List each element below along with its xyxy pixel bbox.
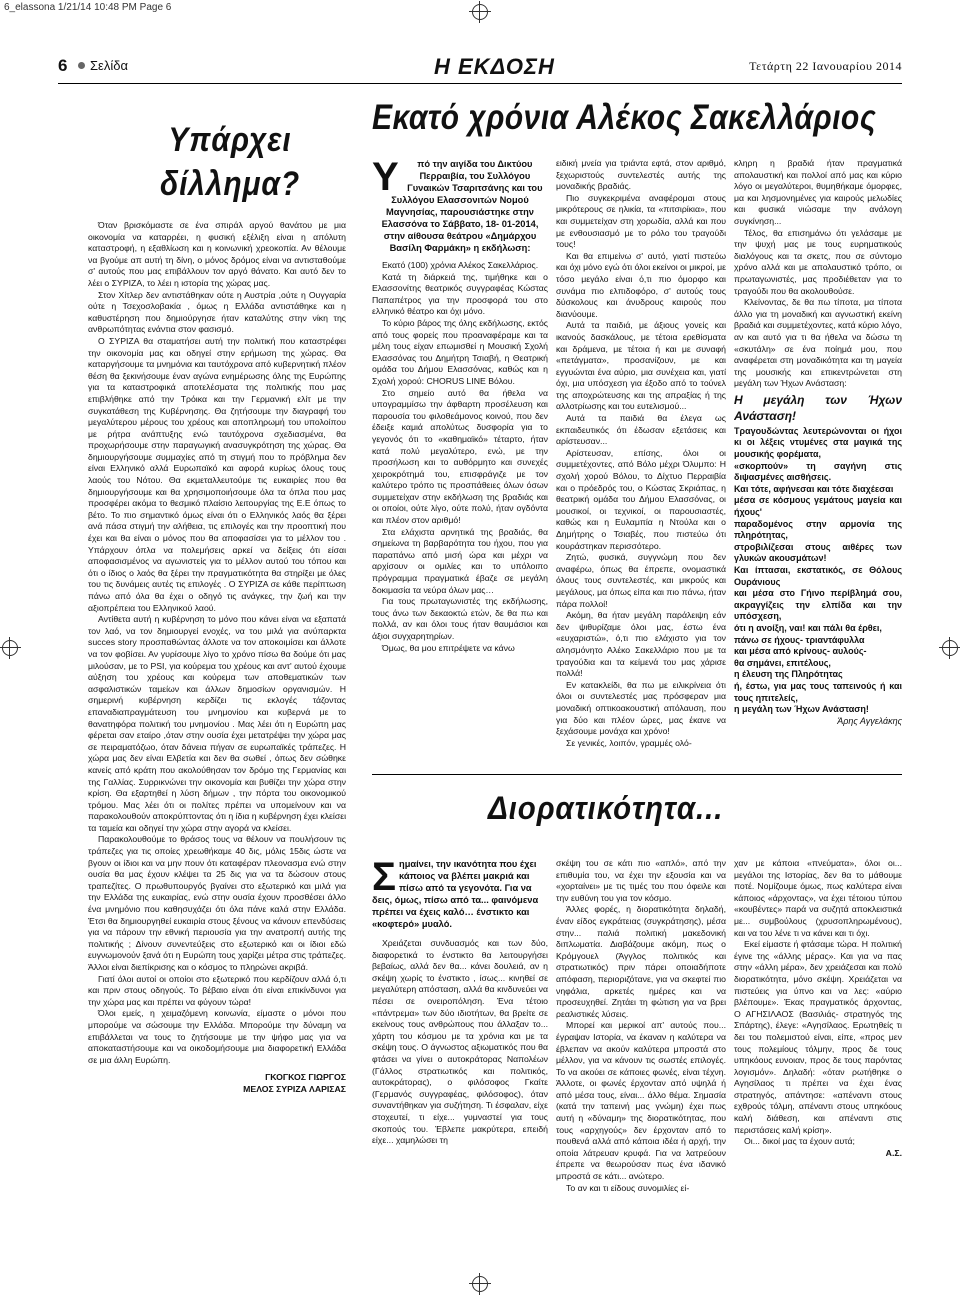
paragraph: Χρειάζεται συνδυασμός και των δύο, διαφορετικά το ένστικτο θα λειτουργήσει βεβαίως, αλλά δεν θα... κάνει δουλειά, αν η σκέψη χωρίς το ένστικτο , ίσως... κινηθεί σε μεγαλύτερη απόσταση, αλλά θα κινδυνεύει να πέσει σε ονειροπόληση. Ένα τέτοιο «πάντρεμα» των δύο ιδιοτήτων, θα βρείτε σε εκείνους τους ανθρώπους που άλλαξαν το... χάρτη του κόσμου με τα χρόνια και με τα σκέψη τους. Ο άγνωστος αξιωματικός που θα φτάσει να γίνει ο αυτοκράτορας Ναπολέων (Γάλλος στρατιωτικός και πολιτικός, αυτοκράτορας), ο φιλόσοφος Γκαίτε (Γερμανός συγγραφέας, φιλόσοφος), όταν συναντήθηκαν για συζήτηση. Τι έσφαλαν, είχε στοχευτεί, τι είχε... γυμναστεί για τους σκοπούς του. Έβλεπε μακρύτερα, επειδή είχε... χαμηλώσει τη [372, 938, 548, 1146]
signature-name: ΓΚΟΓΚΟΣ ΓΙΩΡΓΟΣ [265, 1072, 346, 1083]
poem [734, 426, 902, 716]
paragraph: Ακόμη, θα ήταν μεγάλη παράλειψη εάν δεν ψιθυρίζαμε όλοι μας, έστω ένα «ευχαριστώ», ό,τι πιο ελάχιστο για τον αλησμόνητο Αλέκο Σακελλάριο που με τα τραγούδια και τα κείμενά του μας χάρισε πολλά! [556, 610, 726, 679]
print-slug: 6_elassona 1/21/14 10:48 PM Page 6 [4, 2, 172, 13]
registration-mark-left [2, 640, 18, 656]
poem-title: Η μεγάλη των Ήχων Ανάσταση! [734, 392, 902, 423]
signature: Α.Σ. [885, 1147, 902, 1158]
poem-line: Και ίπτασαι, εκστατικός, σε Θόλους Ουράνιους [734, 565, 902, 587]
second-col-3 [734, 858, 902, 1242]
paragraph: Άλλες φορές, η διορατικότητα δηλαδή, έναν είδος εγκράτειας (συγκράτησης), μέσα στην... παλιά πολιτική μακεδονική διπλωματία. Διαβάζουμε ακόμη, πως ο Κρόμγουελ (Άγγλος πολιτικός και στρατιωτικός) πριν πάρει οποιαδήποτε απόφαση, περιοριζότανε, για να σκεφτεί πιο νηφάλια, αρκετές ημέρες και να προσευχηθεί. Ζητάει τη φώτιση για να βρει ρεαλιστικές λύσεις. [556, 904, 726, 1019]
paragraph: Πιο συγκεκριμένα αναφέρομαι στους μικρότερους σε ηλικία, τα «πιτσιρίκια», που και συμμετείχαν στη χορωδία, αλλά και που με ενθουσιασμό με το ρόλο του τραγούδι τους! [556, 192, 726, 250]
poem-line: η έλευση της Πληρότητας [734, 669, 843, 680]
main-col-3 [734, 158, 902, 770]
paragraph: Στον Χίτλερ δεν αντιστάθηκαν ούτε η Αυστρία ,ούτε η Ουγγαρία ούτε η Τσεχοσλοβακία , όμως η Ελλάδα αντιστάθηκε και η καθυστέρηση που δημιούργησε ήταν καταλύτης στην νίκη της ανθρωπότητας ενάντια στον φασισμό. [88, 289, 346, 335]
paragraph: Αυτά τα παιδιά θα έλεγα ως εκπαιδευτικός ότι έδωσαν εξετάσεις και αρίστευσαν... [556, 413, 726, 447]
main-article-title: Εκατό χρόνια Αλέκος Σακελλάριος [372, 98, 877, 137]
paragraph: Ο ΣΥΡΙΖΑ θα σταματήσει αυτή την πολιτική που καταστρέφει την οικονομία μας και οδηγεί στην ερήμωση της χώρας. Θα καταργήσουμε τα μνημόνια και ταυτόχρονα από κυβερνητική πλέον θέση θα ξεκινήσουμε έναν αγώνα ενημέρωσης όλης της Ευρώπης για τα καταστροφικά αποτελέσματα της πολιτικής που μας επιβλήθηκε από την Τρόικα και την Γερμανική ελίτ με την συγκατάθεση της Κυβέρνησης. Θα ζητήσουμε την διαγραφή του μεγαλύτερου μέρους του χρέους και αποπληρωμή του υπολοίπου με ρήτρα ανάπτυξης ενώ ταυτόχρονα σχεδιασμένα, θα προχωρήσουμε στην παραγωγική ανασυγκρότηση της χώρας. Θα δημιουργήσουμε συμμαχίες από τη στιγμή που το πρόβλημα δεν είναι Ελληνικό αλλά Ευρωπαϊκό και αφορά κυρίως όλους τους λαούς του Νότου. Θα εκμεταλλευτούμε τις ευκαιρίες που θα δημιουργήσουμε και θα χρησιμοποιήσουμε όλα τα όπλα που μας προσφέρει ακόμα το θεσμικό πλαίσιο λειτουργίας της Ε.Ε όπως το βέτο. Το πιο σημαντικό όμως είναι ότι ο Ελληνικός λαός θα ξέρει ανά πάσα στιγμή την αλήθεια, τις επιλογές και την προοπτική που έχει και θα είναι ο μόνος που θα αποφασίσει για το μέλλον του . Υπάρχουν όπλα να πολεμήσεις αρκεί να δείξεις ότι είσαι αποφασισμένος να αγωνιστείς για το μέλλον αυτού του τόπου και ότι ο ίδιος ο λαός θα ξέρει την πραγματικότητα θα στηρίξει με όλες του τις δυνάμεις αυτές τις επιλογές . Ο ΣΥΡΙΖΑ σε κάθε περίπτωση πάνω από όλα θα έχει ο οδηγό τις ανάγκες, την ζωή και την αξιοπρέπεια του Ελληνικού λαού. [88, 335, 346, 613]
paragraph: κληρη η βραδιά ήταν πραγματικά απολαυστική και πολλοί από μας και κύριο λόγο οι μεγαλύτεροι, θυμηθήκαμε όμορφες, μα και λησμονημένες για καιρούς μελωδίες και φυσικά νιώσαμε την ανάλογη συγκίνηση... [734, 158, 902, 226]
bullet-icon [78, 62, 85, 69]
main-col-1 [372, 158, 548, 770]
paragraph: Ζητώ, φυσικά, συγγνώμη που δεν αναφέρω, όπως θα έπρεπε, ονομαστικά όλους τους συντελεστές, και μικρούς και μεγάλους, μα όπως είπα και πιο πάνω, ήταν πάρα πολλοί! [556, 552, 726, 609]
paragraph: Οι... δικοί μας τα έχουν αυτά; [744, 1136, 855, 1147]
paragraph: ειδική μνεία για τριάντα εφτά, στον αριθμό, ξεχωριστούς συντελεστές αυτής της μοναδικής βραδιάς. [556, 158, 726, 192]
paragraph: χαν με κάποια «πνεύματα», όλοι οι... μεγάλοι της Ιστορίας, δεν θα το μάθουμε ποτέ. Νομίζουμε όμως, πως καλύτερα είναι κάποιος «άρχοντας», να έχει τέτοιου τύπου «κουβέντες» παρά να συζητά αποκλειστικά με... συμβούλους (χρυσοπληρωμένους), και να του λένε τι να κάνει και τι όχι. [734, 858, 902, 938]
page-word: Σελίδα [90, 58, 128, 73]
poem-line: παραδομένος στην αρμονία της πληρότητας, [734, 518, 902, 541]
second-article-title: Διορατικότητα... [488, 790, 724, 826]
poem-line: ή, έστω, για μας τους ταπεινούς ή και τους ηπιτελείς, [734, 680, 902, 703]
lede-text: πό την αιγίδα του Δικτύου Περραιβία, του Συλλόγου Γυναικών Τσαριτσάνης και του Συλλόγου Ελασσονιτών Νομού Μαγνησίας, παρουσιάστηκε στην Ελασσόνα το Σάββατο, 18- 01-2014, στην αίθουσα θεάτρου «Δημάρχου Βασίλη Φαρμάκη» η εκδήλωση: [381, 159, 543, 253]
registration-mark-top [472, 4, 488, 20]
poem-author: Άρης Αγγελάκης [837, 715, 902, 726]
paragraph: σκέψη του σε κάτι πιο «απλό», από την επιθυμία του, να έχει την εξουσία και να «χορταίνει» με τις τιμές του που όφειλε και την ευθύνη του για τον κόσμο. [556, 858, 726, 903]
paragraph: Εκεί είμαστε ή φτάσαμε τώρα. Η πολιτική έγινε της «άλλης μέρας». Και για να πας στην «άλλη μέρα», δεν χρειάζεσαι και πολύ διορατικότητα, μόνο σκέψη. Χρειάζεται να πιστεύεις για ύπνο και να λες: «αύριο βλέπουμε». Έκας πραγματικός άρχοντας, Ο ΑΓΗΣΙΛΑΟΣ (Βασιλιάς- στρατηγός της Σπάρτης), έλεγε: «Αγησίλαος. Ερωτηθείς τι δει του πολεμιστού είναι, είπε, «προς μεν τους πολεμίους τόλμην, προς δε τους υπηκόους ευνοιαν, προς δε τους παρόντας λογισμόν». Δηλαδή: «όταν ρωτήθηκε ο Αγησίλαος τι πρέπει να έχει ένας στρατηγός, απάντησε: «απέναντι στους εχθρούς τόλμη, απέναντι στους υπηκόους καλή διάθεση, και απέναντι στις περιστάσεις καλή κρίση». [734, 939, 902, 1135]
poem-line: η μεγάλη των Ήχων Ανάσταση! [734, 704, 869, 715]
paragraph: Αυτά τα παιδιά, με άξιους γονείς και ικανούς δασκάλους, με τέτοια ερεθίσματα και δράμενα, με τέτοια ή και με συναφή «πετάγματα», προσανίζουν, με και εγγυώνται ένα αύριο, μια συνέχεια και, γιατί όχι, μια υπόσχεση για έξοδο από το τούνελ της αποχρώτευσης και της απραξίας ή της αλλοτρίωσης και του ευτελισμού... [556, 320, 726, 412]
poem-line: Τραγουδώντας λευτερώνονται οι ήχοι κι οι λέξεις ντυμένες στα μαγικά της μουσικής φορέματα, [734, 425, 902, 460]
paragraph: Μπορεί και μερικοί απ' αυτούς που... έγραψαν Ιστορία, να έκαναν η καλύτερα να έβλεπαν να ακούν καλύτερα μπροστά στο μέλλον, για να κάνουν τις σωστές επιλογές. Το να ακούει σε κάποιες φωνές, είναι τέχνη. Άλλοτε, οι φωνές έρχονταν από υψηλά ή από μέσα τους, είναι... άλλο θέμα. Σημασία (κατά την ταπεινή μας γνώμη) έχει πως αυτή η «δύναμη» της διορατικότητας, που τους «αρχηγούς» δεν έρχονταν από το πουθενά αλλά από κάποια ιδέα ή αρχή, την οποία λάτρευαν κρυφά. Για να λατρεύουν έπρεπε να θεωρούσαν πως ένα ιδανικό μπροστά σε κάτι... ανώτερο. [556, 1020, 726, 1182]
second-col-1 [372, 858, 548, 1242]
page-number: 6 [58, 56, 68, 75]
dropcap: Υ [372, 158, 399, 199]
poem-line: «σκορπούν» τη σαγήνη στις διψασμένες αισθήσεις. [734, 460, 902, 483]
paragraph: Αρίστευσαν, επίσης, όλοι οι συμμετέχοντες, από Βόλο μέχρι Όλυμπο: Η σχολή χορού Βόλου, το Δίχτυο Περραιβία και ο πρόεδρός του, ο Κώστας Σκριάπας, η θεατρική ομάδα του Δήμου Ελασσόνας, οι μουσικοί, οι τεχνικοί, οι παρουσιαστές, καθώς και η Ευλαμπία η Ντούλα και ο Δημήτρης ο Τσιαβές, που πιστεύω ότι κουράστηκαν περισσότερο. [556, 447, 726, 551]
poem-line: θα σημάνει, επιτέλους, [734, 657, 831, 668]
registration-mark-bottom [472, 1276, 488, 1292]
paragraph: Όλοι εμείς, η χειμαζόμενη κοινωνία, είμαστε ο μόνοι που μπορούμε να σώσουμε την Ελλάδα. Μπορούμε την δύναμη να επιβάλλεται να τους το ζητήσουμε με την ψήφο μας για να αποκαταστήσουμε και να οικοδομήσουμε μια διαφορετική Ελλάδα σε μια άλλη Ευρώπη. [88, 1008, 346, 1065]
paragraph: Αντίθετα αυτή η κυβέρνηση το μόνο που κάνει είναι να εξαπατά τον λαό, να τον δημιουργεί ενοχές, να του μιλά για ανύπαρκτα succes story προσπαθώντας άλλοτε να τον αποκοιμίσει και άλλοτε να τον φοβίσει. Αν γυρίσουμε λίγο το χρόνο πίσω θα δούμε ότι μας μιλούσαν, με το PSI, για κούρεμα του χρέους και αντ' αυτού έχουμε αύξηση του χρέους και κούρεμα των αποθεματικών των ασφαλιστικών ταμείων και άλλων δημοσίων οργανισμών. Η σημερινή κυβέρνηση κερδίζει τις εκλογές τάζοντας επαναδιαπραγμάτευση του μνημονίου και κυβερνά με το θανατηφόρα πολιτική του μνημονίου . Μας λέει ότι η Ευρώπη μας φέρεται σαν εταίρο ,όταν στην ουσία έχει μετατρέψει την χώρα μας σε πειραματόζωο, όταν δάνεια πήγαν σε ευρωπαϊκές τράπεζες. Η χώρα μας δεν είναι Ελβετία και δεν θα σωθεί , όπως δεν σώθηκε κανείς από κράτη που ακολούθησαν τον δρόμο της Γερμανίας και της Γαλλίας. Συρρικνώνει την οικονομία και βυθίζει την χώρα στην κρίση. Θα εξαρτηθεί η λύση δήμων , την πόρτα του οικονομικού τρόμου. Μας λέει ότι οι πολίτες πρέπει να υπομείνουν και να παρακολουθούν αποκρύπτοντας ότι η ίδια η κυβέρνηση έχει κλείσει τα ταμεία και οδηγεί την χώρα στην αγορά να κλείσει. [88, 614, 346, 833]
poem-line: και μέσα στο Γήινο περίβλημά σου, ακραγγίζεις την ελπίδα και την υπόσχεση, [734, 588, 902, 622]
paragraph: Το αν και τι είδους συνομιλίες εί- [566, 1182, 690, 1193]
paragraph: Εκατό (100) χρόνια Αλέκος Σακελλάριος. [382, 260, 539, 270]
second-col-2 [556, 858, 726, 1242]
signature-role: ΜΕΛΟΣ ΣΥΡΙΖΑ ΛΑΡΙΣΑΣ [243, 1083, 346, 1094]
paragraph: Και θα επιμείνω σ' αυτό, γιατί πιστεύω και όχι μόνο εγώ ότι όλοι εκείνοι οι μικροί, με τόσο μεγάλο είναι ό,τι πιο όμορφο και συνάμα πιο ελπιδοφόρο, σ' αυτούς τους δύσκολους και άνυδρους καιρούς που διανύουμε. [556, 250, 726, 319]
left-article-body [88, 220, 346, 1240]
article-divider [372, 774, 902, 775]
poem-line: ότι η ανοίξη, ναι! και πάλι θα έρθει, [734, 622, 882, 633]
lede [372, 858, 548, 930]
left-title-line1: Υπάρχει [168, 121, 292, 159]
left-title-line2: δίλλημα? [159, 165, 301, 203]
paragraph: Τέλος, θα επισημάνω ότι γελάσαμε με την ψυχή μας με τους ευρηματικούς διαλόγους και τα σκετς, που σε σύντομο χρόνο αλλά και με απολαυστικό τρόπο, οι πρωταγωνιστές, μας προδιέθεταν για το τραγούδι που θα ακολουθούσε. [734, 227, 902, 296]
paragraph: Το κύριο βάρος της όλης εκδήλωσης, εκτός από τους φορείς που προαναφέραμε και τα μέλη τους είχαν επωμισθεί η Μουσική Σχολή Ελασσόνας του Δημήτρη Τσιαβή, η Θεατρική ομάδα του Δήμου Ελασσόνας, καθώς και η Σχολή χορού: CHORUS LINE Βόλου. [372, 317, 548, 386]
paragraph: Όμως, θα μου επιτρέψετε να κάνω [382, 642, 515, 653]
page-header [58, 56, 902, 86]
poem-line: στροβιλίζεσαι στους αιθέρες των γλυκών ακουσμάτων! [734, 541, 902, 564]
main-col-2 [556, 158, 726, 770]
paragraph: Όταν βρισκόμαστε σε ένα σπιράλ αργού θανάτου με μια οικονομία να καταρρέει, η φυσική εξέλιξη είναι η απόλυτη καταστροφή, η εξαθλίωση και η κοινωνική χρεοκοπία. Αν θέλουμε να βγούμε απ αυτή τη δίνη, ο μόνος δρόμος είναι να αντισταθούμε σ' αυτούς που μας επιβάλλουν τον αργό θάνατο. Και αυτό δεν το λέει ο ΣΥΡΙΖΑ, το λέει η ιστορία της χώρας μας. [88, 220, 346, 288]
paragraph: Κατά τη διάρκειά της, τιμήθηκε και ο Ελασσονίτης θεατρικός συγγραφέας Κώστας Παπαπέτρος για την προσφορά του στο ελληνικό θέατρο και όχι μόνο. [372, 271, 548, 317]
lede [372, 158, 548, 254]
lede-text: ημαίνει, την ικανότητα που έχει κάποιος να βλέπει μακριά και πίσω από τα γεγονότα. Για να δεις, όμως, πίσω από τα... φαινόμενα πρέπει να έχεις καλό… ένστικτο και «κοφτερό» μυαλό. [372, 859, 539, 929]
issue-date: Τετάρτη 22 Ιανουαρίου 2014 [749, 59, 902, 73]
paragraph: Παρακολουθούμε το θράσος τους να θέλουν να πουλήσουν τις τράπεζες για τις οποίες χρεωθήκαμε 40 δις, μόλις 15δις ώστε να βγουν οι ίδιοι και να μην πουν ότι καταφέραν πλεονασμα ενώ στην ουσία θα μας έχουν κλέψει τα 25 δις για να τα δώσουν στους τραπεζίτες. Ο πρωθυπουργός βγαίνει στο εξωτερικό και μιλά για την Ελλάδα της ευκαιρίας, ενώ στην ουσία έχουν προσθέσει άλλο ένα μνημόνιο που καθησυχάζει ότι όλα πάνε καλά στην Ελλάδα. Έτσι θα δημιουργηθεί ευκαιρία στους ξένους να κάνουν επενδύσεις για να πάρουν την εθνική περιουσία για την ανατροπή αυτής της πολιτικής ; Δίνουν συνεντεύξεις στο εξωτερικό και οι ίδιοι εδώ ευγνωμονούν ξανά ότι η Ευρώπη τους χαρίζει μέτρα στις τράπεζες. Άλλοι είναι διεπίκρισης και ο κόσμος το πληρώνει ακριβά. [88, 834, 346, 972]
paragraph: Γιατί όλοι αυτοί οι οποίοι στο εξωτερικό που κερδίζουν αλλά ό,τι και πριν στους οδηγούς. Το βέβαιο είναι ότι είναι επικίνδυνοι για την χώρα μας και πρέπει να φύγουν τώρα! [88, 973, 346, 1007]
poem-line: και μέσα από κρίνους- αυλούς- [734, 646, 867, 657]
paragraph: Στα ελάχιστα αρνητικά της βραδιάς, θα σημείωνα τη βαρβαρότητα του ήχου, που για παραπάνω από μισή ώρα και μέχρι να αρχίσουν οι ομιλίες και το υπόλοιπο πρόγραμμα πραγματικά έβαζε σε μεγάλη δοκιμασία τα νεύρα όλων μας… [372, 526, 548, 595]
registration-mark-right [942, 640, 958, 656]
section-title: Η ΕΚΔΟΣΗ [434, 54, 555, 79]
left-article-title [129, 118, 331, 206]
poem-line: μέσα σε κόσμους γεμάτους μαγεία και ήχους' [734, 495, 902, 518]
dropcap: Σ [372, 858, 397, 899]
header-rule [58, 83, 902, 84]
poem-line: Και τότε, αφήνεσαι και τότε διαχέεσαι [734, 483, 894, 494]
paragraph: Για τους πρωταγωνιστές της εκδήλωσης, τους άνω των δεκαοκτώ ετών, δε θα πω και πολλά, αν και όλοι τους ήταν θαυμάσιοι και άξιοι συγχαρητηρίων. [372, 596, 548, 641]
paragraph: Σε γενικές, λοιπόν, γραμμές ολό- [566, 737, 692, 748]
poem-line: πάνω σε ήχους- τριαντάφυλλα [734, 634, 865, 645]
paragraph: Κλείνοντας, δε θα πω τίποτα, μα τίποτα άλλο για τη μοναδική και αγνωστική εκείνη βραδιά και συμμετέχοντες, κατά κύριο λόγο, αν και αυτό για τι θα ήθελα να δώσω τη «σκυτάλη» σε ένα ποίημά μου, που αναφέρεται στη μοναδικότητα και τη μαγεία της μουσικής και επικεντρώνεται στη μεγάλη των Ήχων Ανάσταση: [734, 297, 902, 389]
paragraph: Εν κατακλείδι, θα πω με ειλικρίνεια ότι όλοι οι συντελεστές μας πρόσφεραν μια μοναδική οπτικοακουστική απόλαυση, που για δύο και πλέον ώρες, μας έκανε να ξεχάσουμε μονάχα και χρόνο! [556, 679, 726, 737]
paragraph: Στο σημείο αυτό θα ήθελα να υπογραμμίσω την άφθαρτη προσέλευση και παρουσία του φιλοθεάμονος κοινού, που δεν έδειξε καμιά απολύτως δυσφορία για το γεγονός ότι το «καθημαϊκό» τέταρτο, ήταν κατά πολύ μεγαλύτερο, ενώ, με την προσήλωση και το αυθόρμητο και συνεχές χειροκρότημά του, επισφράγιζε με τον καλύτερο τρόπο τις προσπάθειες όλων όσων συμμετείχαν στην εκδήλωση της βραδιάς και οι οποίοι, ούτε λίγο, ούτε πολύ, ήταν ογδόντα και πλέον στον αριθμό! [372, 387, 548, 526]
